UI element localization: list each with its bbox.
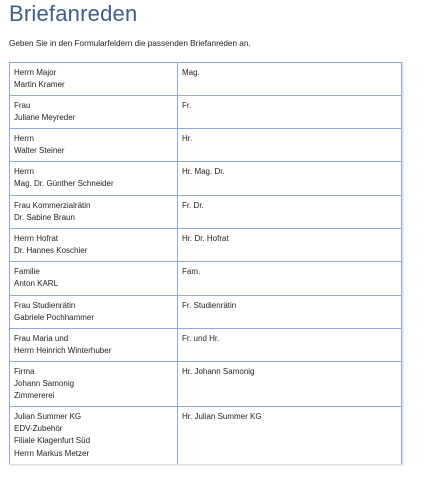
salutation-field[interactable] [178, 329, 402, 362]
recipient-cell [10, 262, 178, 296]
salutation-value: Hr. Johann Samonig [182, 367, 255, 376]
recipient-line: Familie [14, 267, 40, 276]
salutation-field[interactable] [178, 196, 402, 229]
recipient-cell [10, 196, 178, 229]
recipient-cell [10, 96, 178, 129]
salutation-value: Hr. Julian Summer KG [182, 412, 262, 421]
salutation-value: Fr. [182, 101, 192, 110]
recipient-line: Herrn Hofrat [14, 234, 59, 243]
recipient-line: Frau Studienrätin [14, 301, 76, 310]
recipient-line: Filiale Klagenfurt Süd [14, 436, 91, 446]
recipient-cell [10, 229, 178, 262]
recipient-cell [10, 362, 178, 407]
recipient-line: Dr. Sabine Braun [14, 213, 75, 223]
salutation-value: Fr. Studienrätin [182, 301, 237, 310]
recipient-cell [10, 129, 178, 162]
recipient-line: Gabriele Pochhammer [14, 313, 95, 323]
recipient-line: Firma [14, 367, 35, 376]
salutation-field[interactable] [178, 296, 402, 329]
table-row [10, 407, 402, 465]
recipient-cell [10, 63, 178, 96]
recipient-line: Mag. Dr. Günther Schneider [14, 179, 114, 189]
recipient-line: Herrn [14, 167, 35, 176]
recipient-line: EDV-Zubehör [14, 424, 63, 434]
salutation-value: Fr. Dr. [182, 201, 204, 210]
salutation-field[interactable] [178, 262, 402, 296]
recipient-line: Dr. Hannes Koschier [14, 246, 88, 256]
table-row [10, 129, 402, 162]
table-row [10, 63, 402, 96]
recipient-line: Anton KARL [14, 279, 59, 289]
salutation-field[interactable] [178, 362, 402, 407]
salutation-value: Fr. und Hr. [182, 334, 220, 343]
table-row [10, 229, 402, 262]
table-row [10, 96, 402, 129]
recipient-line: Walter Steiner [14, 146, 65, 156]
salutation-table-body [10, 63, 402, 465]
salutation-field[interactable] [178, 162, 402, 196]
page-edge-shadow [402, 62, 404, 464]
instruction-text: Geben Sie in den Formularfeldern die passenden Briefanreden an. [9, 39, 251, 48]
recipient-line: Johann Samonig [14, 379, 75, 389]
recipient-line: Frau Maria und [14, 334, 69, 343]
salutation-value: Hr. Dr. Hofrat [182, 234, 229, 243]
recipient-line: Julian Summer KG [14, 412, 82, 421]
recipient-cell [10, 329, 178, 362]
table-row [10, 262, 402, 296]
recipient-line: Frau [14, 101, 31, 110]
salutation-value: Hr. [182, 134, 193, 143]
recipient-line: Juliane Meyreder [14, 113, 76, 123]
recipient-line: Martin Kramer [14, 80, 65, 90]
recipient-line: Frau Kommerzialrätin [14, 201, 91, 210]
recipient-cell [10, 296, 178, 329]
salutation-field[interactable] [178, 407, 402, 465]
salutation-value: Fam. [182, 267, 201, 276]
table-row [10, 196, 402, 229]
table-row [10, 296, 402, 329]
salutation-field[interactable] [178, 96, 402, 129]
salutation-value: Hr. Mag. Dr. [182, 167, 225, 176]
recipient-cell [10, 407, 178, 465]
table-row [10, 362, 402, 407]
recipient-cell [10, 162, 178, 196]
recipient-line: Herrn Major [14, 68, 57, 77]
salutation-value: Mag. [182, 68, 200, 77]
salutation-field[interactable] [178, 229, 402, 262]
recipient-line: Herrn Markus Metzer [14, 448, 90, 458]
recipient-line: Herrn [14, 134, 35, 143]
salutation-field[interactable] [178, 63, 402, 96]
recipient-line: Zimmererei [14, 391, 55, 401]
document-title: Briefanreden [9, 1, 138, 26]
recipient-line: Herrn Heinrich Winterhuber [14, 346, 112, 356]
table-row [10, 162, 402, 196]
salutation-field[interactable] [178, 129, 402, 162]
table-row [10, 329, 402, 362]
salutation-table [9, 62, 402, 465]
page-bottom-shadow [9, 464, 404, 466]
